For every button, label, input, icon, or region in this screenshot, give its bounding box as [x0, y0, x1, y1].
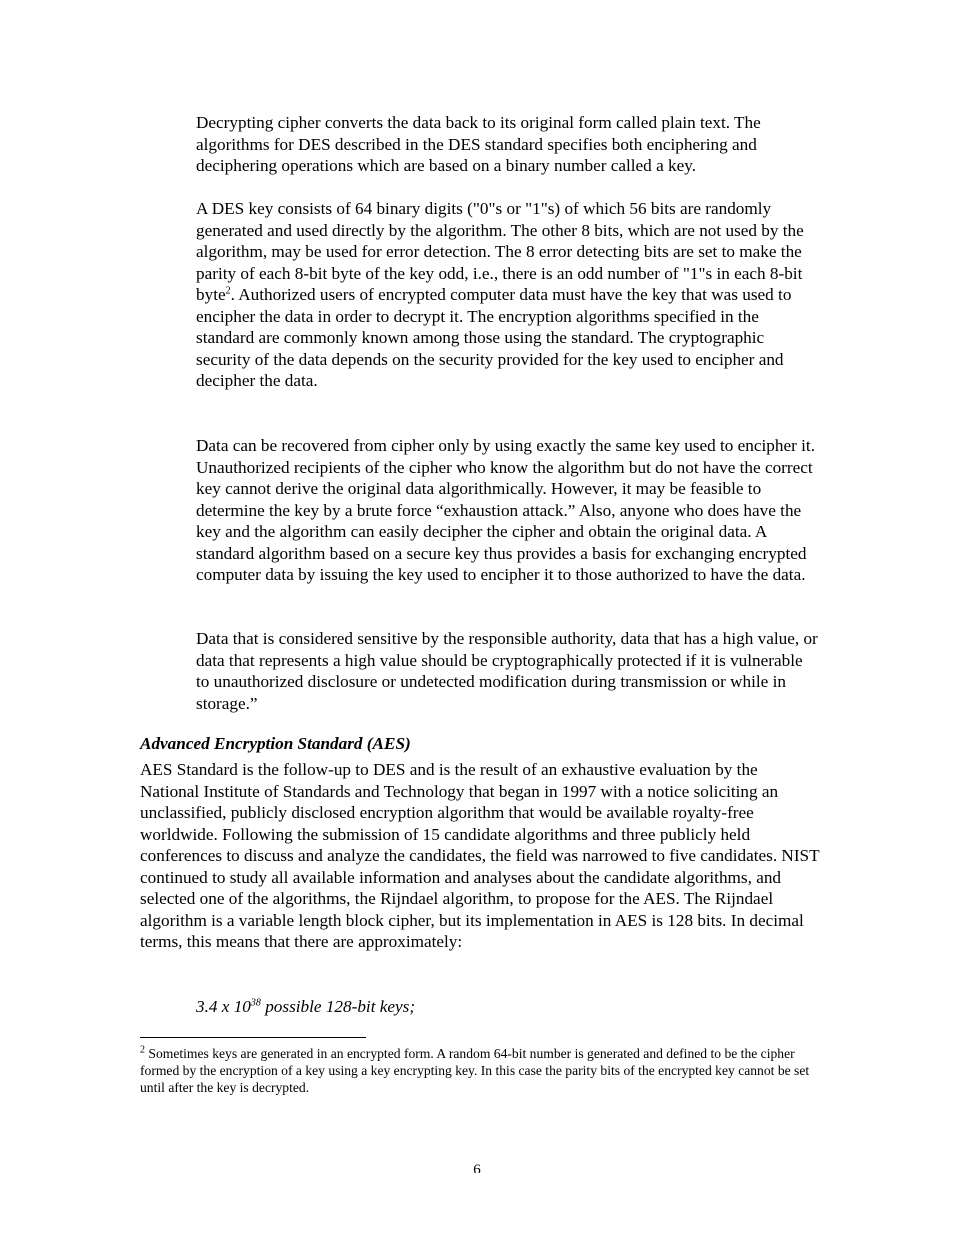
quote-paragraph-2-part-1: A DES key consists of 64 binary digits ("0"s or "1"s) of which 56 bits are randomly generated and used directly by the algorithm. The other 8 bits, which are not used by the algorithm, may be used for error detection. The 8 error detecting bits are set to make the parity of each 8-bit byte of the key odd, i.e., there is an odd number of "1"s in each 8-bit byte — [196, 199, 804, 304]
footnote-reference[interactable]: 2 — [225, 285, 231, 297]
formula-exponent: 38 — [250, 997, 261, 1009]
quote-paragraph-1: Decrypting cipher converts the data back to its original form called plain text. The algorithms for DES described in the DES standard specifies both enciphering and deciphering operations which are based on a binary number called a key. — [196, 113, 761, 175]
quote-paragraph-3: Data can be recovered from cipher only by using exactly the same key used to encipher it. Unauthorized recipients of the cipher who know the algorithm but do not have the correct key cannot derive the original data algorithmically. However, it may be feasible to determine the key by a brute force “exhaustion attack.” Also, anyone who does have the key and the algorithm can easily decipher the cipher and obtain the original data. A standard algorithm based on a secure key thus provides a basis for exchanging encrypted computer data by issuing the key used to encipher it to those authorized to have the data. — [196, 436, 815, 584]
page-number: 6 — [473, 1163, 481, 1173]
footnote-2 — [140, 1045, 816, 1096]
key-count-formula — [196, 996, 415, 1018]
footnote-mark: 2 — [140, 1044, 145, 1056]
aes-body-paragraph: AES Standard is the follow-up to DES and is the result of an exhaustive evaluation by the National Institute of Standards and Technology that began in 1997 with a notice soliciting an unclassified, publicly disclosed encryption algorithm that would be available royalty-free worldwide. Following the submission of 15 candidate algorithms and three publicly held conferences to discuss and analyze the candidates, the field was narrowed to five candidates. NIST continued to study all available information and analyses about the candidate algorithms, and selected one of the algorithms, the Rijndael algorithm, to propose for the AES. The Rijndael algorithm is a variable length block cipher, but its implementation in AES is 128 bits. In decimal terms, this means that there are approximately: — [140, 760, 820, 951]
footnote-separator — [140, 1037, 366, 1038]
formula-rest: possible 128-bit keys; — [260, 997, 416, 1016]
section-heading-aes: Advanced Encryption Standard (AES) — [140, 734, 411, 753]
quote-paragraph-2 — [196, 198, 818, 392]
formula-base: 3.4 x 10 — [196, 997, 251, 1016]
quote-paragraph-4: Data that is considered sensitive by the responsible authority, data that has a high value, or data that represents a high value should be cryptographically protected if it is vulnerable to unauthorized disclosure or undetected modification during transmission or while in storage.” — [196, 629, 818, 713]
quote-paragraph-2-part-2: . Authorized users of encrypted computer data must have the key that was used to encipher the data in order to decrypt it. The encryption algorithms specified in the standard are commonly known among those using the standard. The cryptographic security of the data depends on the security provided for the key used to encipher and decipher the data. — [196, 285, 792, 390]
footnote-text: Sometimes keys are generated in an encrypted form. A random 64-bit number is generated and defined to be the cipher formed by the encryption of a key using a key encrypting key. In this case the parity bits of the encrypted key cannot be set until after the key is decrypted. — [140, 1046, 810, 1095]
